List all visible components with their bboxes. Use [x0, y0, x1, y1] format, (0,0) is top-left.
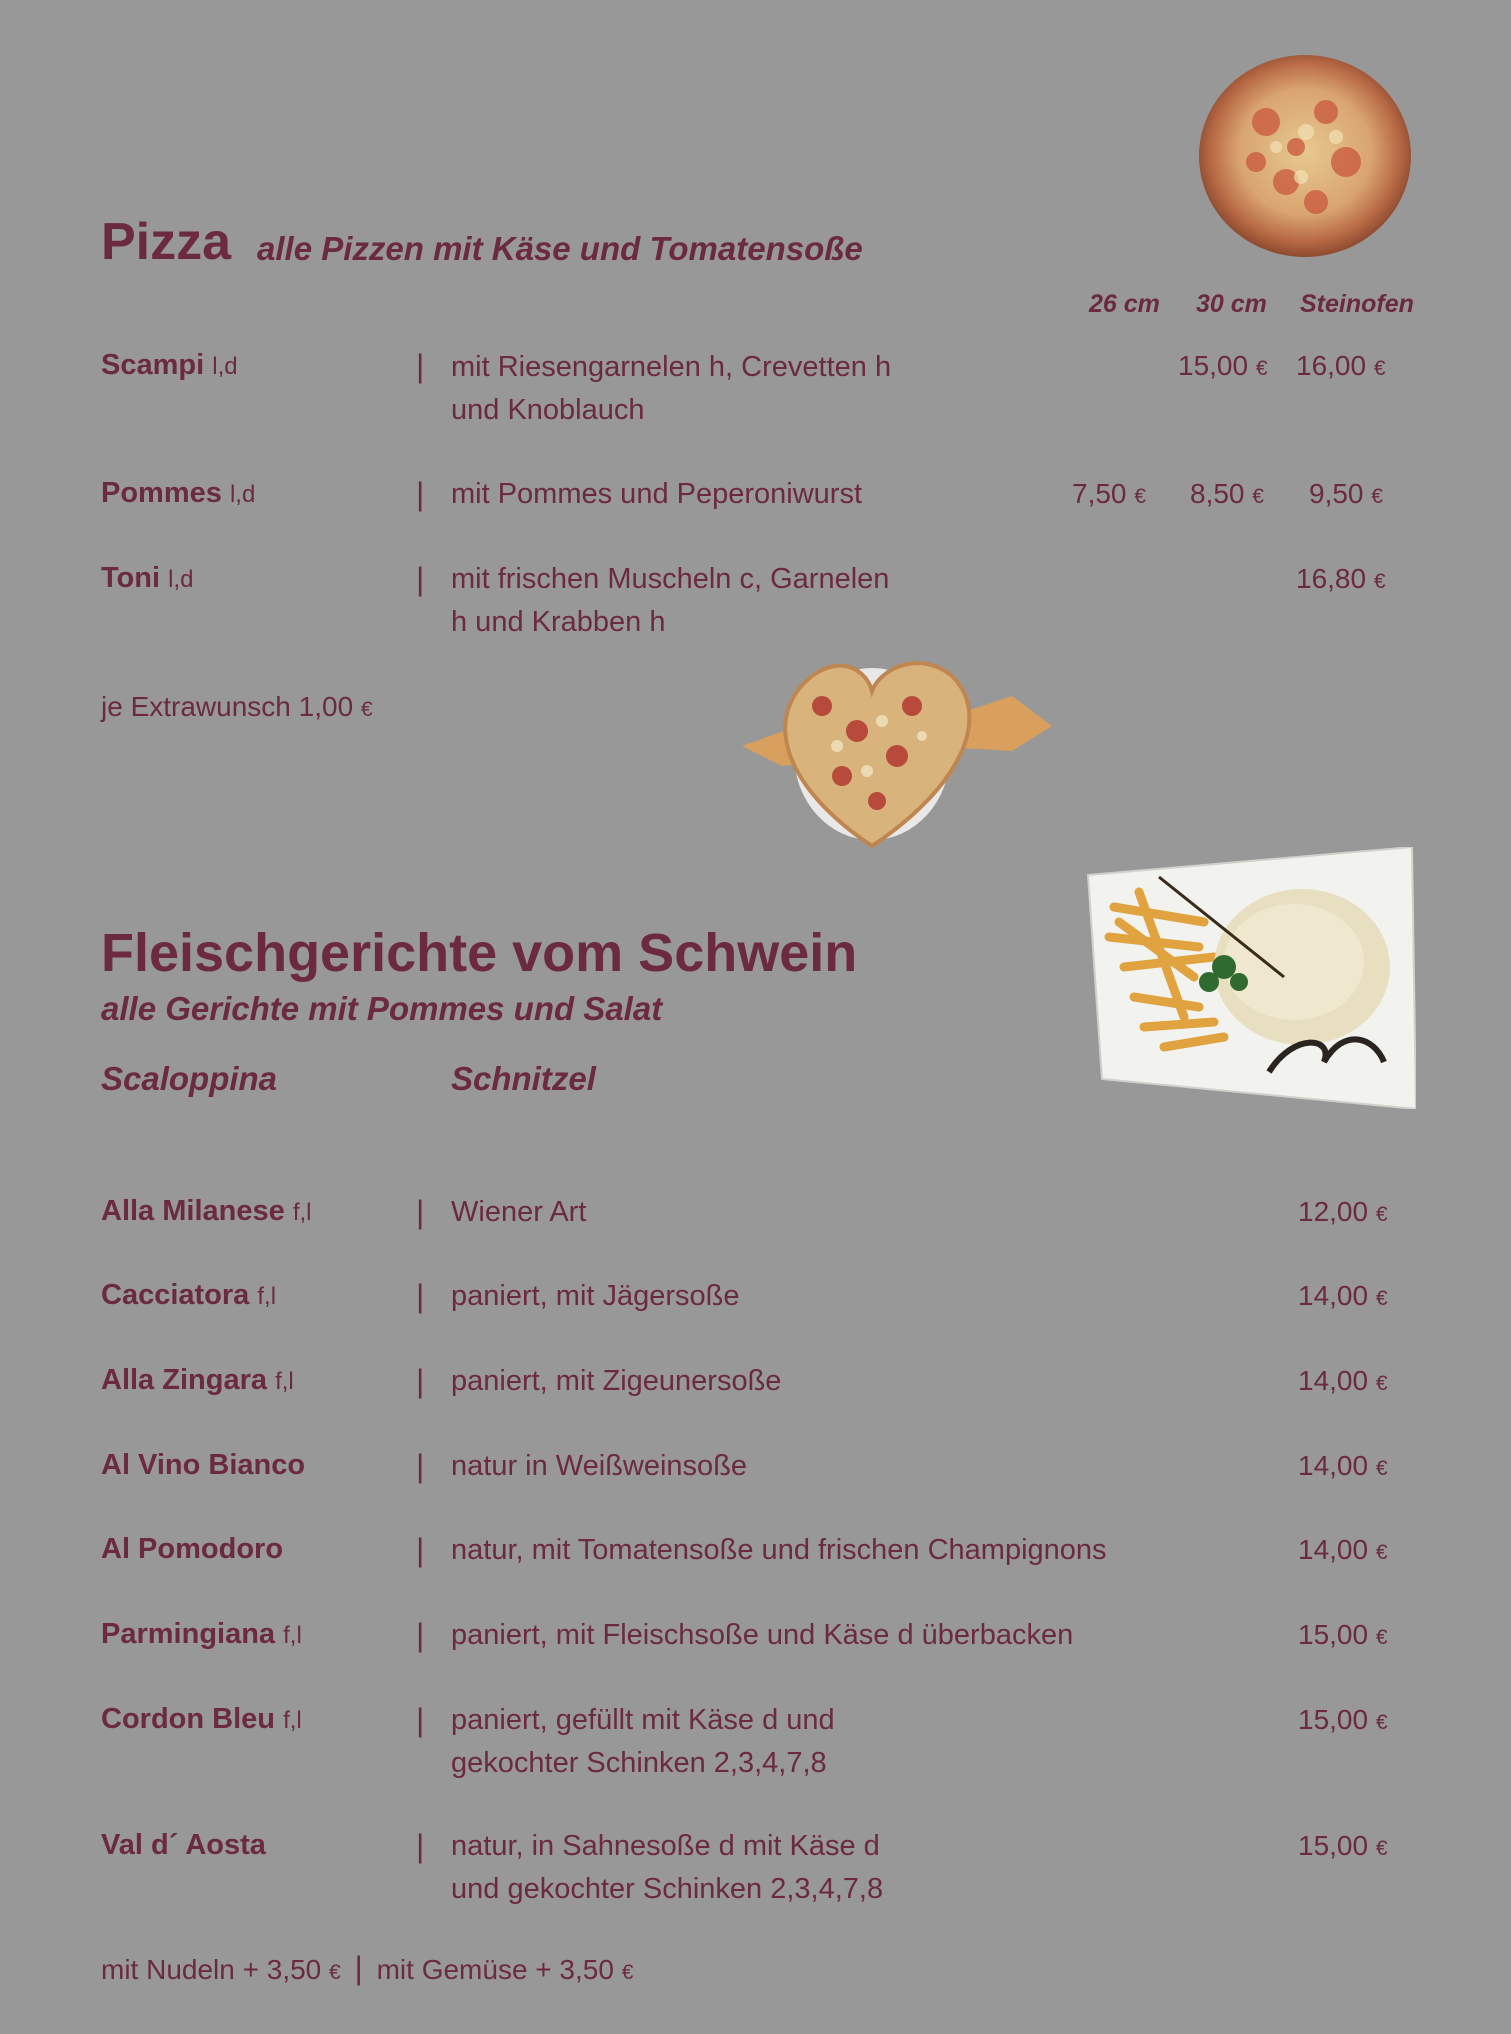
price-value: 16,00: [1296, 350, 1367, 381]
extra-text: je Extrawunsch 1,00: [101, 691, 354, 722]
meat-item-description: [451, 1614, 1073, 1657]
price-value: 12,00: [1298, 1196, 1369, 1227]
price-value: 14,00: [1298, 1534, 1369, 1565]
meat-item-name: [101, 1703, 302, 1736]
meat-item-description: [451, 1699, 835, 1785]
price-value: 16,80: [1296, 563, 1367, 594]
allergen-codes: f,l: [275, 1368, 294, 1395]
option-noodles: mit Nudeln + 3,50: [101, 1954, 322, 1985]
meat-price: [1298, 1830, 1388, 1862]
description-line: natur in Weißweinsoße: [451, 1450, 748, 1482]
item-title: Parmingiana: [101, 1618, 276, 1650]
separator-bar: |: [354, 1950, 363, 1986]
option-vegetables: mit Gemüse + 3,50: [376, 1954, 614, 1985]
extra-wish-note: [101, 691, 373, 723]
meat-title: Fleischgerichte vom Schwein: [101, 923, 858, 983]
price-30cm: [1178, 350, 1268, 382]
meat-item-name: [101, 1279, 276, 1312]
allergen-codes: f,l: [283, 1622, 302, 1649]
separator-bar: |: [416, 476, 425, 512]
currency-symbol: €: [1134, 485, 1146, 508]
separator-bar: |: [416, 1448, 425, 1484]
size-header-steinofen: Steinofen: [1300, 290, 1414, 318]
price-value: 8,50: [1190, 478, 1245, 509]
allergen-codes: l,d: [212, 353, 238, 380]
description-line: natur, in Sahnesoße d mit Käse d: [451, 1830, 880, 1862]
meat-price: [1298, 1280, 1388, 1312]
price-value: 14,00: [1298, 1365, 1369, 1396]
currency-symbol: €: [621, 1961, 634, 1984]
price-value: 14,00: [1298, 1280, 1369, 1311]
description-line: mit frischen Muscheln c, Garnelen: [451, 563, 890, 595]
item-title: Scampi: [101, 349, 205, 381]
meat-price: [1298, 1450, 1388, 1482]
item-title: Cacciatora: [101, 1279, 250, 1311]
item-title: Al Vino Bianco: [101, 1449, 306, 1481]
heart-pizza-photo: [722, 636, 1058, 864]
currency-symbol: €: [1373, 357, 1386, 380]
item-title: Val d´ Aosta: [101, 1829, 266, 1861]
currency-symbol: €: [1371, 485, 1383, 508]
price-26cm: [1072, 478, 1146, 510]
meat-item-description: [451, 1445, 747, 1488]
meat-subtitle: alle Gerichte mit Pommes und Salat: [101, 990, 663, 1027]
pizza-item-name: [101, 349, 238, 382]
size-header-30: 30 cm: [1196, 290, 1267, 318]
description-line: paniert, mit Zigeunersoße: [451, 1365, 782, 1397]
item-title: Pommes: [101, 477, 222, 509]
size-header-26: 26 cm: [1089, 290, 1160, 318]
separator-bar: |: [416, 1532, 425, 1568]
description-line: Wiener Art: [451, 1196, 587, 1228]
separator-bar: |: [416, 348, 425, 384]
meat-price: [1298, 1704, 1388, 1736]
price-value: 9,50: [1309, 478, 1364, 509]
currency-symbol: €: [1252, 485, 1264, 508]
price-value: 15,00: [1178, 350, 1249, 381]
meat-price: [1298, 1534, 1388, 1566]
meat-price: [1298, 1196, 1388, 1228]
separator-bar: |: [416, 1617, 425, 1653]
item-title: Alla Milanese: [101, 1195, 285, 1227]
description-line: paniert, mit Fleischsoße und Käse d überbacken: [451, 1619, 1074, 1651]
currency-symbol: €: [1375, 1711, 1388, 1734]
description-line: und Knoblauch: [451, 394, 645, 426]
allergen-codes: l,d: [168, 566, 194, 593]
pizza-item-description: [451, 346, 891, 432]
price-steinofen: [1309, 478, 1383, 510]
meat-item-name: [101, 1364, 294, 1397]
currency-symbol: €: [1375, 1372, 1388, 1395]
pizza-photo: [1196, 52, 1414, 260]
currency-symbol: €: [1375, 1287, 1388, 1310]
description-line: paniert, mit Jägersoße: [451, 1280, 740, 1312]
pizza-subtitle: alle Pizzen mit Käse und Tomatensoße: [257, 230, 863, 267]
description-line: gekochter Schinken 2,3,4,7,8: [451, 1747, 827, 1779]
pizza-item-name: [101, 562, 193, 595]
schnitzel-photo: [1084, 847, 1416, 1109]
column-header-schnitzel: Schnitzel: [451, 1060, 596, 1097]
pizza-title: Pizza: [101, 213, 232, 271]
item-title: Toni: [101, 562, 161, 594]
meat-item-name: [101, 1533, 283, 1566]
allergen-codes: f,l: [283, 1707, 302, 1734]
price-value: 15,00: [1298, 1704, 1369, 1735]
meat-item-description: [451, 1529, 1107, 1572]
separator-bar: |: [416, 1363, 425, 1399]
meat-item-description: [451, 1825, 883, 1911]
currency-symbol: €: [1375, 1837, 1388, 1860]
allergen-codes: f,l: [292, 1199, 312, 1226]
separator-bar: |: [416, 1194, 425, 1230]
description-line: mit Riesengarnelen h, Crevetten h: [451, 351, 892, 383]
column-header-scaloppina: Scaloppina: [101, 1060, 278, 1097]
allergen-codes: f,l: [257, 1283, 277, 1310]
pizza-item-name: [101, 477, 255, 510]
item-title: Al Pomodoro: [101, 1533, 284, 1565]
pizza-item-description: [451, 558, 889, 644]
separator-bar: |: [416, 1278, 425, 1314]
meat-item-description: [451, 1275, 740, 1318]
allergen-codes: l,d: [229, 481, 256, 508]
meat-item-description: [451, 1191, 586, 1234]
currency-symbol: €: [360, 698, 373, 721]
currency-symbol: €: [1375, 1457, 1388, 1480]
meat-item-name: [101, 1449, 305, 1482]
meat-item-name: [101, 1618, 302, 1651]
meat-item-description: [451, 1360, 781, 1403]
price-value: 14,00: [1298, 1450, 1369, 1481]
currency-symbol: €: [1373, 570, 1386, 593]
separator-bar: |: [416, 1702, 425, 1738]
price-value: 15,00: [1298, 1619, 1369, 1650]
meat-item-name: [101, 1195, 311, 1228]
currency-symbol: €: [1375, 1626, 1388, 1649]
side-options: [101, 1950, 633, 1987]
description-line: und gekochter Schinken 2,3,4,7,8: [451, 1873, 884, 1905]
price-steinofen: [1296, 563, 1386, 595]
meat-price: [1298, 1619, 1388, 1651]
currency-symbol: €: [329, 1961, 341, 1984]
meat-item-name: [101, 1829, 266, 1862]
description-line: h und Krabben h: [451, 606, 666, 638]
currency-symbol: €: [1375, 1203, 1388, 1226]
currency-symbol: €: [1375, 1541, 1388, 1564]
separator-bar: |: [416, 1828, 425, 1864]
description-line: mit Pommes und Peperoniwurst: [451, 478, 862, 510]
price-30cm: [1190, 478, 1264, 510]
meat-price: [1298, 1365, 1388, 1397]
description-line: paniert, gefüllt mit Käse d und: [451, 1704, 835, 1736]
price-value: 15,00: [1298, 1830, 1369, 1861]
item-title: Cordon Bleu: [101, 1703, 275, 1735]
description-line: natur, mit Tomatensoße und frischen Champignons: [451, 1534, 1107, 1566]
price-value: 7,50: [1072, 478, 1127, 509]
item-title: Alla Zingara: [101, 1364, 267, 1396]
price-steinofen: [1296, 350, 1386, 382]
separator-bar: |: [416, 561, 425, 597]
currency-symbol: €: [1255, 357, 1268, 380]
pizza-item-description: [451, 473, 862, 516]
